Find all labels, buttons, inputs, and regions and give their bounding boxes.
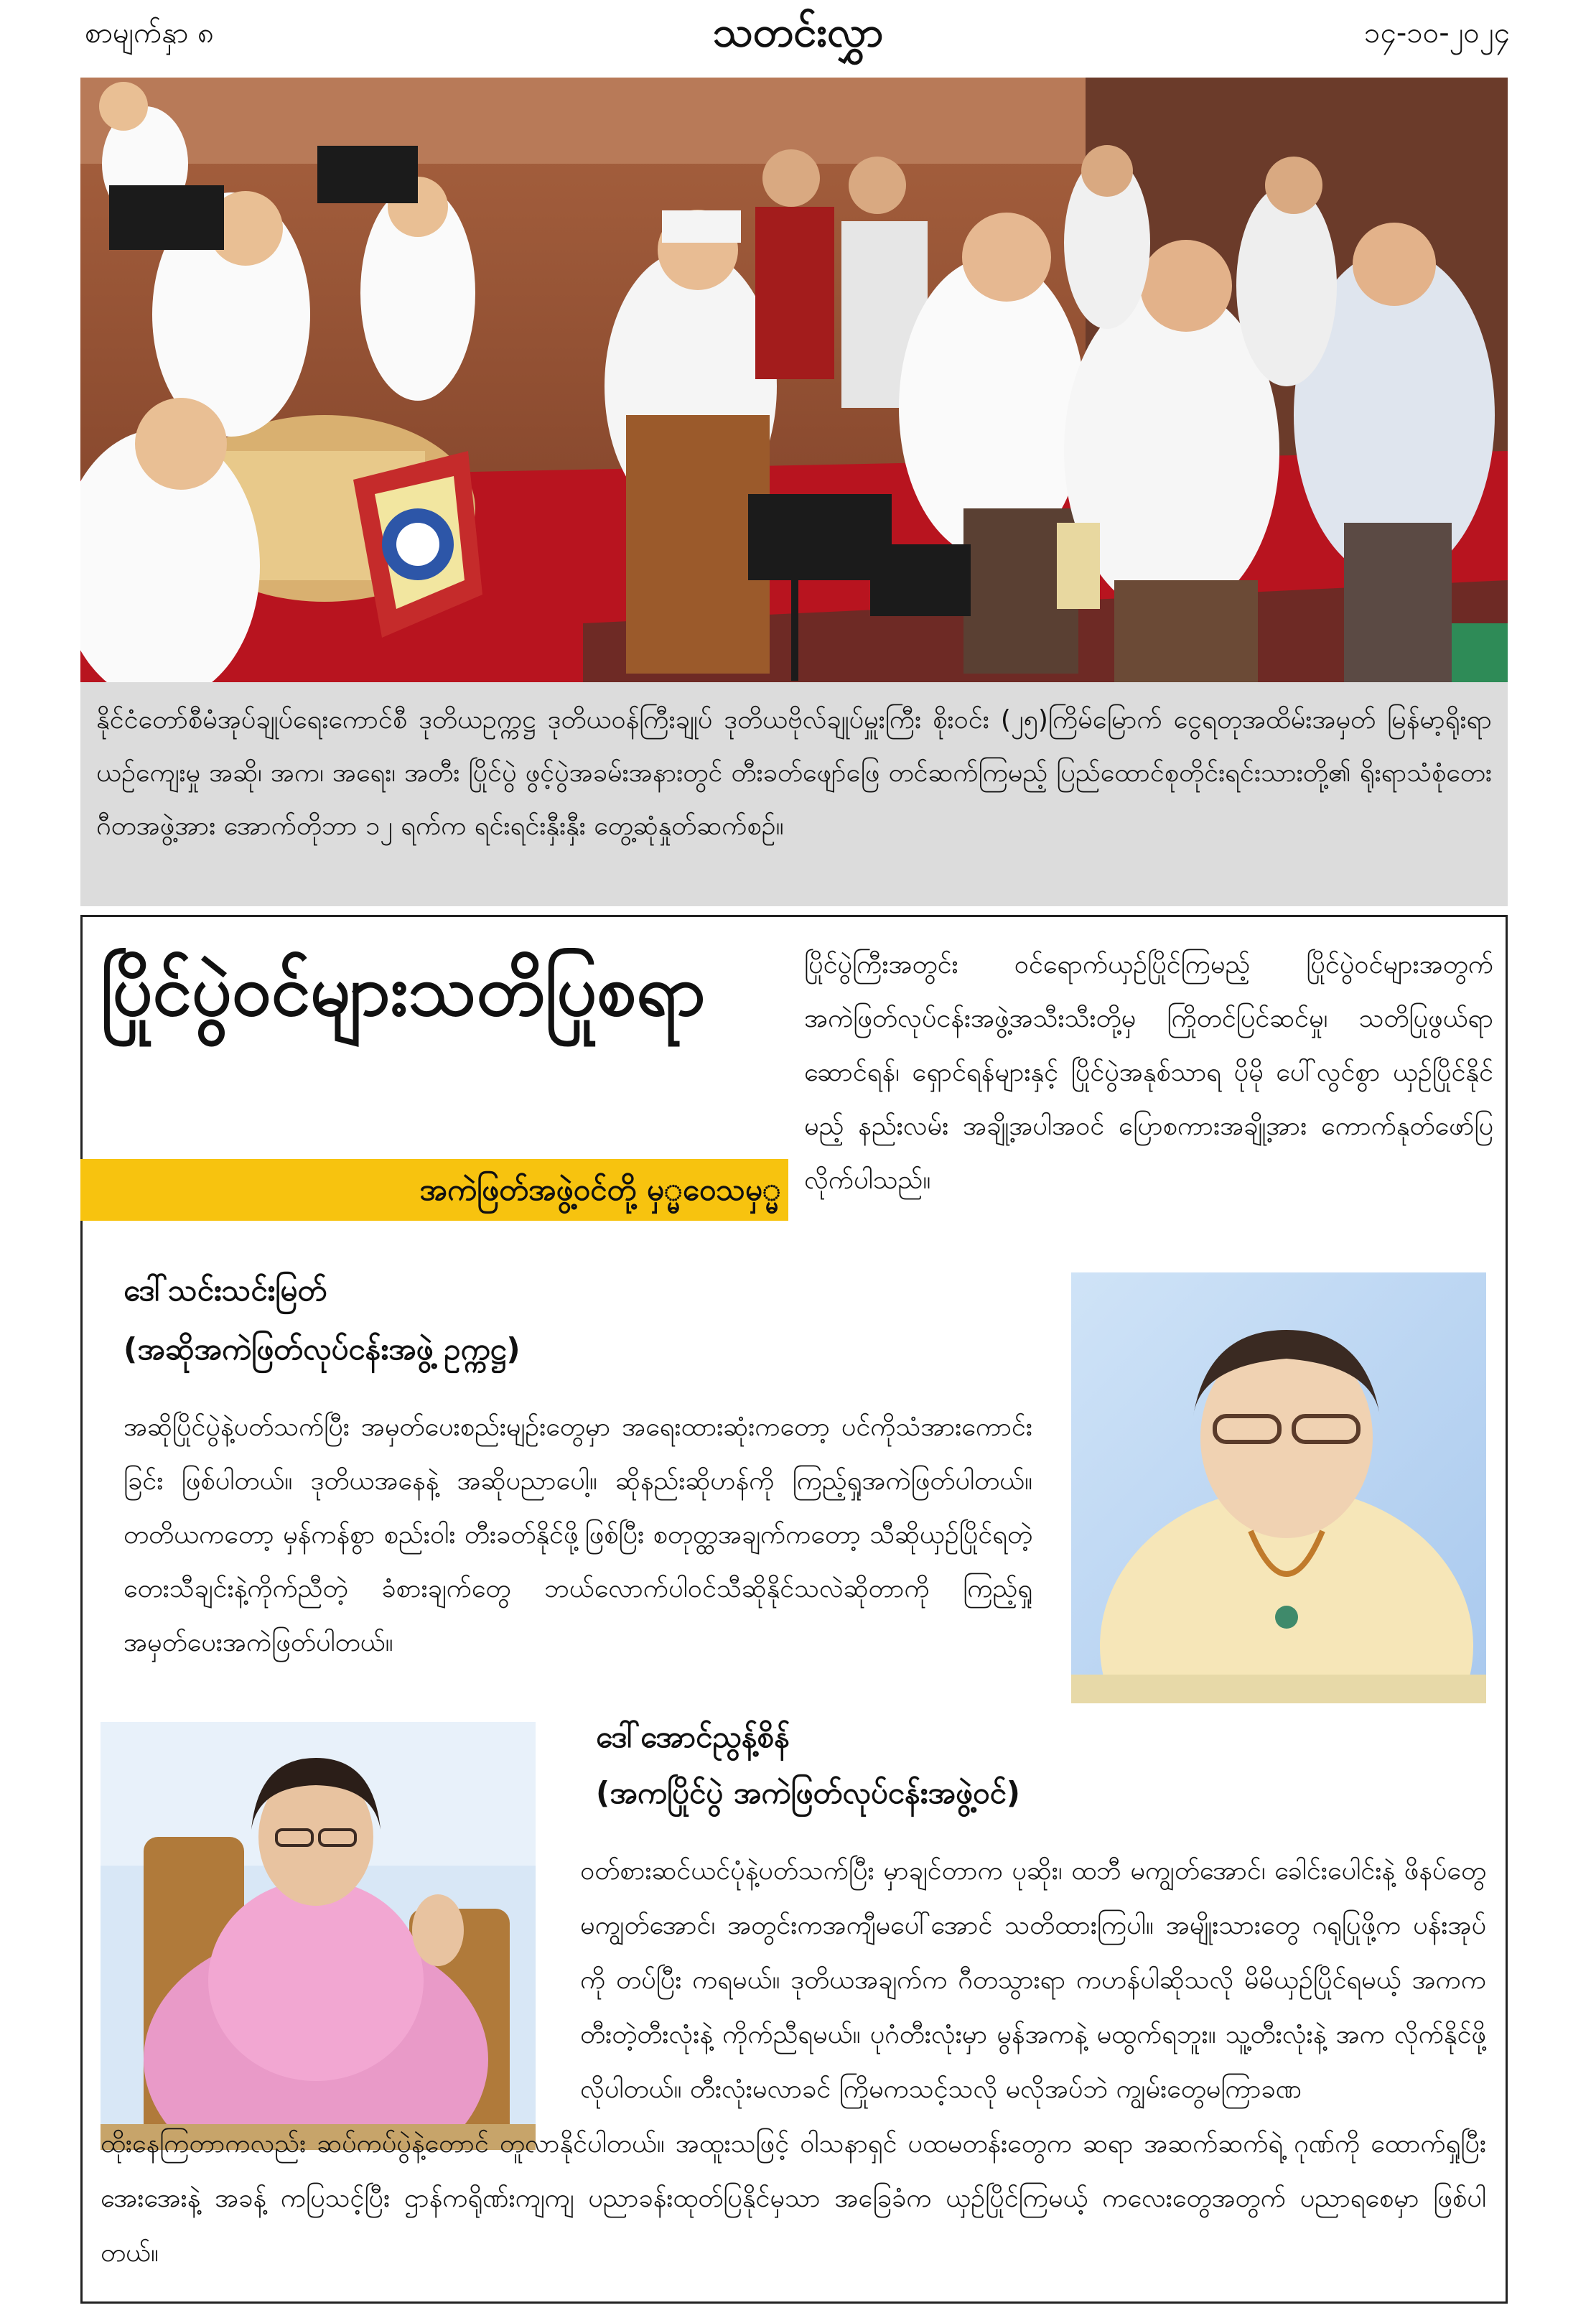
judge-statement: ဝတ်စားဆင်ယင်ပုံနဲ့ပတ်သက်ပြီး မှာချင်တာက ပုဆိုး၊ ထဘီ မကျွတ်အောင်၊ ခေါင်းပေါင်းနဲ့ ဖိနပ်တွေ မကျွတ်အောင်၊ အတွင်းကအကျီမပေါ်အောင် သတိထားကြပါ။ အမျိုးသားတွေ ဂရုပြုဖို့က ပန်းအုပ်ကို တပ်ပြီး ကရမယ်။ ဒုတိယအချက်က ဂီတသွားရာ ကဟန်ပါဆိုသလို မိမိယှဉ်ပြိုင်ရမယ့် အကက တီးတဲ့တီးလုံးနဲ့ ကိုက်ညီရမယ်။ ပုဂံတီးလုံးမှာ မွန်အကနဲ့ မထွက်ရဘူး။ သူ့တီးလုံးနဲ့ အက လိုက်နိုင်ဖို့လိုပါတယ်။ တီးလုံးမလာခင် ကြိုမကသင့်သလို မလိုအပ်ဘဲ ကျွမ်းတွေမကြာခဏ: [580, 1856, 1486, 2104]
judge-name: ဒေါ်သင်းသင်းမြတ်: [123, 1272, 327, 1308]
page-number: စာမျက်နှာ ၈: [85, 17, 214, 50]
event-photo: [80, 78, 1508, 682]
issue-date: ၁၄-၁၀-၂၀၂၄: [1363, 17, 1510, 50]
masthead-title: သတင်းလွှာ: [712, 7, 884, 56]
article-intro: ပြိုင်ပွဲကြီးအတွင်း ဝင်ရောက်ယှဉ်ပြိုင်ကြမည့် ပြိုင်ပွဲဝင်များအတွက် အကဲဖြတ်လုပ်ငန်းအဖွဲ့အသီးသီးတို့မှ ကြိုတင်ပြင်ဆင်မှု၊ သတိပြုဖွယ်ရာ ဆောင်ရန်၊ ရှောင်ရန်များနှင့် ပြိုင်ပွဲအနုစ်သာရ ပိုမို ပေါ်လွင်စွာ ယှဉ်ပြိုင်နိုင် မည့် နည်းလမ်း အချို့အပါအဝင် ပြောစကားအချို့အား ကောက်နုတ်ဖော်ပြလိုက်ပါသည်။: [804, 950, 1493, 1195]
judge-portrait-photo: [101, 1722, 536, 2150]
judge-statement: အဆိုပြိုင်ပွဲနဲ့ပတ်သက်ပြီး အမှတ်ပေးစည်းမျဉ်းတွေမှာ အရေးထားဆုံးကတော့ ပင်ကိုသံအားကောင်းခြင်း ဖြစ်ပါတယ်။ ဒုတိယအနေနဲ့ အဆိုပညာပေါ့။ ဆိုနည်းဆိုဟန်ကို ကြည့်ရှုအကဲဖြတ်ပါတယ်။ တတိယကတော့ မှန်ကန်စွာ စည်းဝါး တီးခတ်နိုင်ဖို့ဖြစ်ပြီး စတုတ္ထအချက်ကတော့ သီဆိုယှဉ်ပြိုင်ရတဲ့ တေးသီချင်းနဲ့ကိုက်ညီတဲ့ ခံစားချက်တွေ ဘယ်လောက်ပါဝင်သီဆိုနိုင်သလဲဆိုတာကို ကြည့်ရှုအမှတ်ပေးအကဲဖြတ်ပါတယ်။: [123, 1412, 1032, 1657]
judge-statement-continued: ထိုးနေကြတာကလည်း ဆပ်ကပ်ပွဲနဲ့တောင် တူလာနိုင်ပါတယ်။ အထူးသဖြင့် ဝါသနာရှင် ပထမတန်းတွေက ဆရာ အဆက်ဆက်ရဲ့ ဂုဏ်ကို ထောက်ရှုပြီး အေးအေးနဲ့ အခန့် ကပြသင့်ပြီး ဌာန်ကရိုဏ်းကျကျ ပညာခန်းထုတ်ပြနိုင်မှသာ အခြေခံက ယှဉ်ပြိုင်ကြမယ့် ကလေးတွေအတွက် ပညာရစေမှာ ဖြစ်ပါတယ်။: [101, 2129, 1486, 2268]
judge-portrait-photo: [1071, 1272, 1486, 1703]
judge-role: (အဆိုအကဲဖြတ်လုပ်ငန်းအဖွဲ့ ဥက္ကဋ္ဌ): [123, 1331, 521, 1367]
photo-caption: နိုင်ငံတော်စီမံအုပ်ချုပ်ရေးကောင်စီ ဒုတိယဥက္ကဋ္ဌ ဒုတိယဝန်ကြီးချုပ် ဒုတိယဗိုလ်ချုပ်မှူးကြီး စိုးဝင်း (၂၅)ကြိမ်မြောက် ငွေရတုအထိမ်းအမှတ် မြန်မာ့ရိုးရာယဉ်ကျေးမှု အဆို၊ အက၊ အရေး၊ အတီး ပြိုင်ပွဲ ဖွင့်ပွဲအခမ်းအနားတွင် တီးခတ်ဖျော်ဖြေ တင်ဆက်ကြမည့် ပြည်ထောင်စုတိုင်းရင်းသားတို့၏ ရိုးရာသံစုံတေးဂီတအဖွဲ့အား အောက်တိုဘာ ၁၂ ရက်က ရင်းရင်းနှီးနှီး တွေ့ဆုံနှုတ်ဆက်စဉ်။: [80, 682, 1508, 906]
judge-role: (အကပြိုင်ပွဲ အကဲဖြတ်လုပ်ငန်းအဖွဲ့ဝင်): [596, 1775, 1020, 1810]
article-headline: ပြိုင်ပွဲဝင်များသတိပြုစရာ: [101, 950, 706, 1032]
article-subheadline: အကဲဖြတ်အဖွဲ့ဝင်တို့ မှ္မဝေသမှ္မ: [419, 1172, 781, 1207]
judge-name: ဒေါ်အောင်ညွန့်စိန်: [596, 1719, 790, 1754]
